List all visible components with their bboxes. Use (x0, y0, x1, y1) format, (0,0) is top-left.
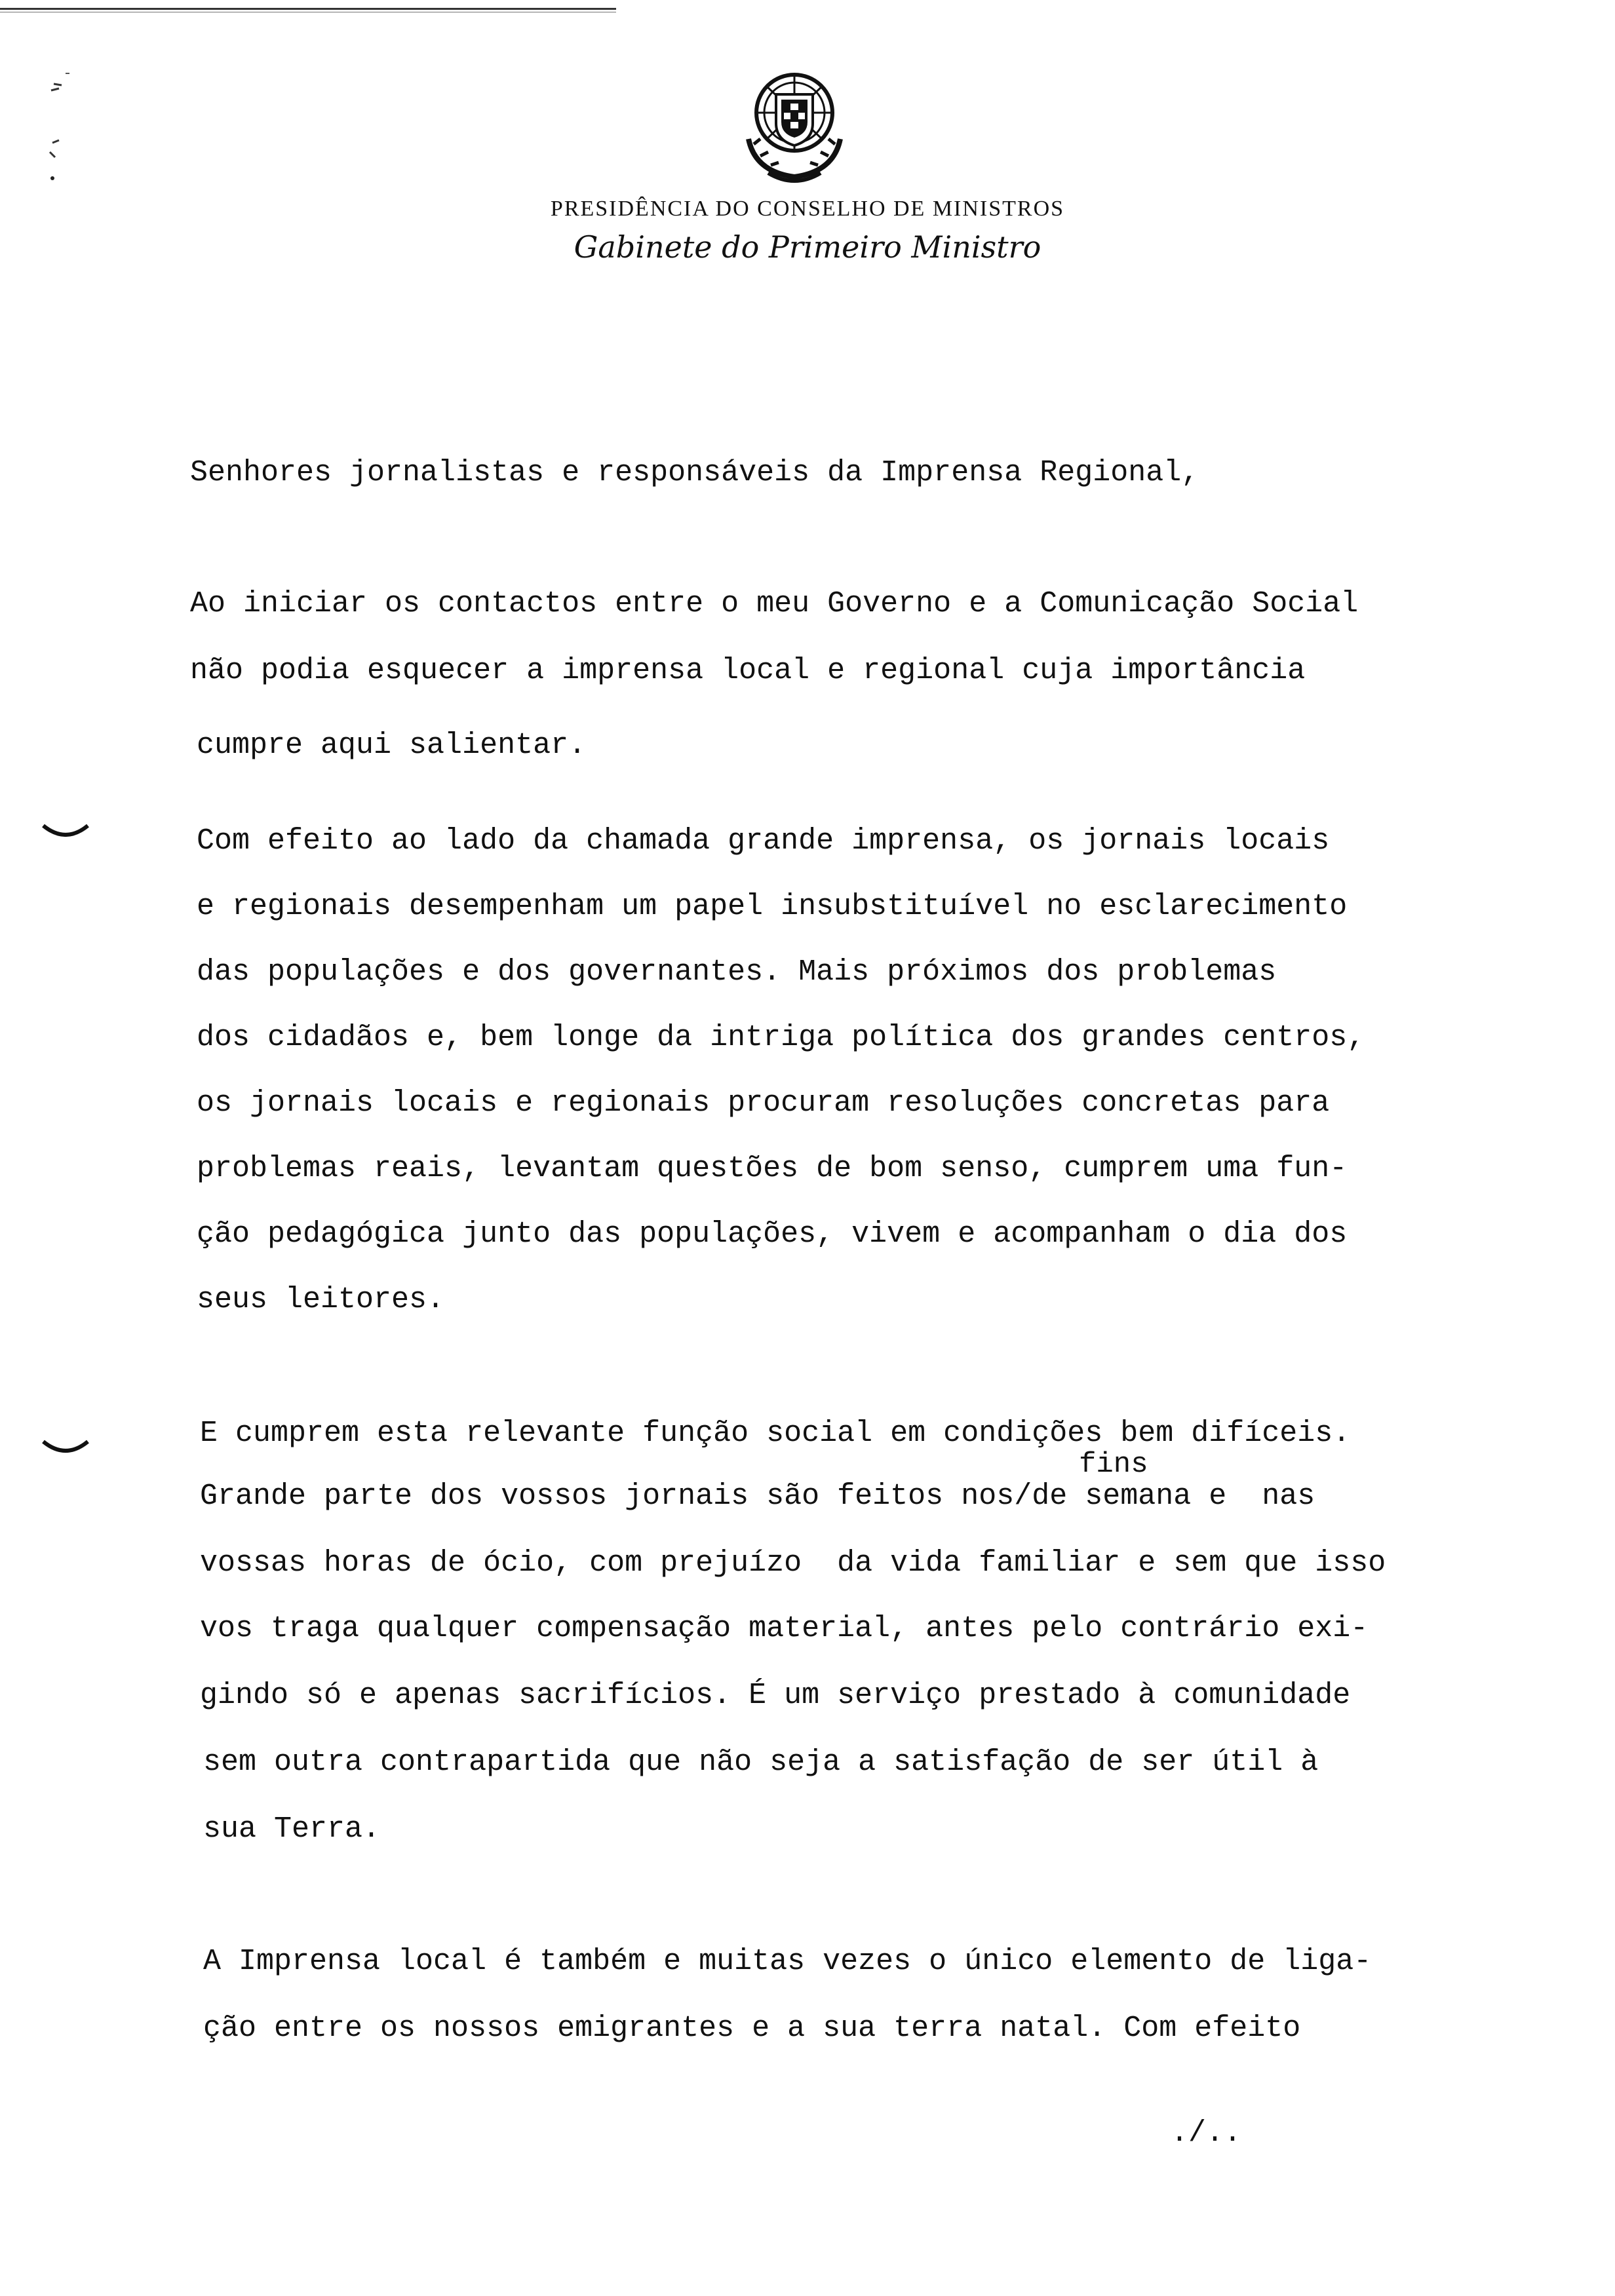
paragraph-line: sua Terra. (203, 1812, 381, 1846)
paragraph-line: ção entre os nossos emigrantes e a sua terra natal. Com efeito (203, 2012, 1301, 2045)
paragraph-line: E cumprem esta relevante função social em condições bem difíceis. (200, 1417, 1351, 1450)
institution-heading: PRESIDÊNCIA DO CONSELHO DE MINISTROS (550, 197, 1065, 221)
paragraph-line: ção pedagógica junto das populações, vivem e acompanham o dia dos (197, 1217, 1348, 1251)
paragraph-line: das populações e dos governantes. Mais próximos dos problemas (197, 955, 1277, 989)
paragraph-line: sem outra contrapartida que não seja a satisfação de ser útil à (203, 1746, 1319, 1779)
paragraph-line: seus leitores. (197, 1283, 445, 1316)
paragraph-line: vos traga qualquer compensação material, antes pelo contrário exi- (200, 1612, 1369, 1645)
paragraph-line: os jornais locais e regionais procuram resoluções concretas para (197, 1086, 1330, 1120)
paragraph-line: não podia esquecer a imprensa local e regional cuja importância (190, 654, 1306, 687)
paragraph-line: gindo só e apenas sacrifícios. É um serviço prestado à comunidade (200, 1679, 1351, 1712)
margin-check-mark (39, 819, 98, 845)
continuation-mark: ./.. (1171, 2116, 1242, 2150)
paragraph-line: A Imprensa local é também e muitas vezes o único elemento de liga- (203, 1945, 1372, 1978)
paragraph-line: vossas horas de ócio, com prejuízo da vida familiar e sem que isso (200, 1546, 1386, 1580)
paragraph-line: Ao iniciar os contactos entre o meu Governo e a Comunicação Social (190, 587, 1359, 621)
paragraph-line: dos cidadãos e, bem longe da intriga política dos grandes centros, (197, 1021, 1365, 1054)
paragraph-line: e regionais desempenham um papel insubstituível no esclarecimento (197, 890, 1348, 923)
office-subheading: Gabinete do Primeiro Ministro (574, 229, 1041, 265)
paragraph-line: Grande parte dos vossos jornais são feitos nos/de semana e nas (200, 1480, 1315, 1513)
top-rule (0, 8, 616, 10)
margin-check-mark (39, 1435, 98, 1461)
handwritten-insertion: fins (1079, 1448, 1148, 1481)
paragraph-line: Com efeito ao lado da chamada grande imprensa, os jornais locais (197, 824, 1330, 858)
paragraph-line: problemas reais, levantam questões de bom senso, cumprem uma fun- (197, 1152, 1348, 1185)
salutation: Senhores jornalistas e responsáveis da Imprensa Regional, (190, 456, 1199, 489)
paragraph-line: cumpre aqui salientar. (197, 729, 587, 762)
coat-of-arms-icon (729, 60, 860, 191)
margin-marks (39, 59, 98, 197)
